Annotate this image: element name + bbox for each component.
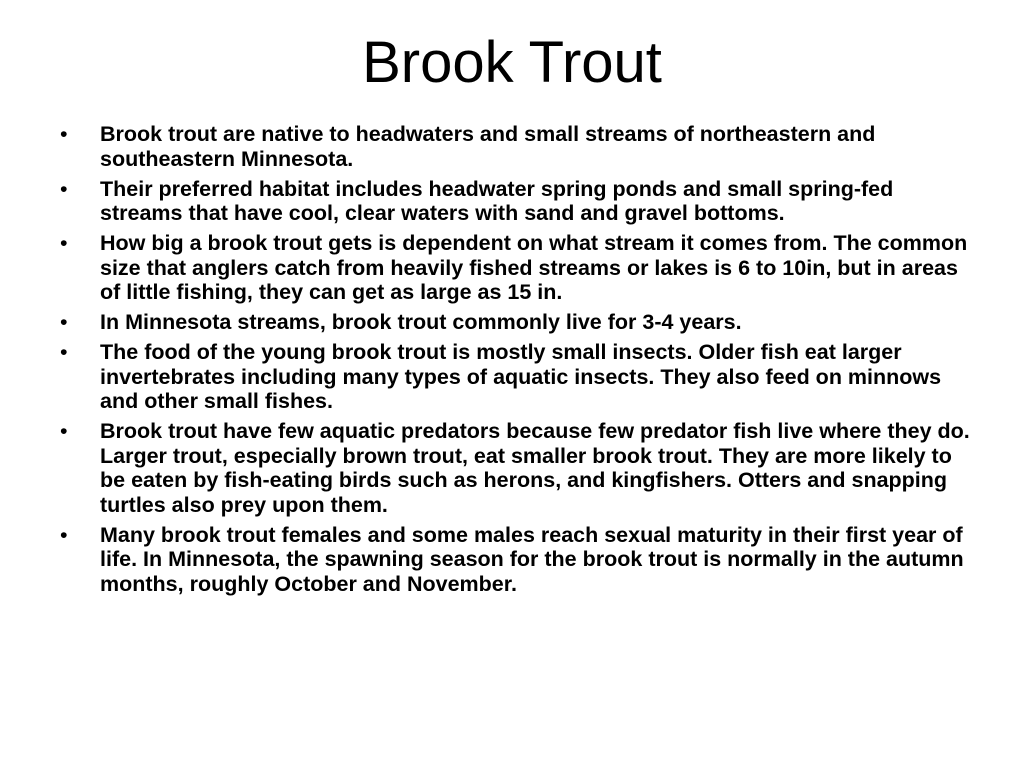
bullet-item: [60, 419, 972, 517]
bullet-item: [60, 122, 972, 171]
bullet-item: [60, 310, 972, 335]
bullet-dot-icon: •: [60, 419, 68, 443]
bullet-item: [60, 231, 972, 305]
bullet-list: [60, 122, 972, 602]
bullet-item: [60, 340, 972, 414]
bullet-dot-icon: •: [60, 522, 68, 547]
bullet-text: Many brook trout females and some males reach sexual maturity in their first year of life. In Minnesota, the spawning season for the brook trout is normally in the autumn months, roughly October and November.: [100, 522, 964, 596]
bullet-text: Their preferred habitat includes headwater spring ponds and small spring-fed streams that have cool, clear waters with sand and gravel bottoms.: [100, 176, 894, 225]
bullet-dot-icon: •: [60, 340, 68, 364]
bullet-text: In Minnesota streams, brook trout commonly live for 3-4 years.: [100, 310, 742, 334]
bullet-text: Brook trout have few aquatic predators because few predator fish live where they do. Larger trout, especially brown trout, eat smaller brook trout. They are more likely to be eaten by fish-eating birds such as herons, and kingfishers. Otters and snapping turtles also prey upon them.: [100, 419, 970, 517]
bullet-dot-icon: •: [60, 122, 68, 146]
slide-title: Brook Trout: [362, 30, 662, 95]
bullet-item: [60, 177, 972, 226]
bullet-item: [60, 523, 972, 597]
bullet-dot-icon: •: [60, 231, 68, 255]
bullet-text: The food of the young brook trout is mostly small insects. Older fish eat larger invertebrates including many types of aquatic insects. They also feed on minnows and other small fishes.: [100, 340, 942, 413]
bullet-dot-icon: •: [60, 176, 68, 201]
bullet-dot-icon: •: [60, 310, 68, 334]
bullet-text: Brook trout are native to headwaters and small streams of northeastern and southeastern Minnesota.: [100, 122, 876, 171]
bullet-text: How big a brook trout gets is dependent on what stream it comes from. The common size that anglers catch from heavily fished streams or lakes is 6 to 10in, but in areas of little fishing, they can get as large as 15 in.: [100, 231, 968, 304]
